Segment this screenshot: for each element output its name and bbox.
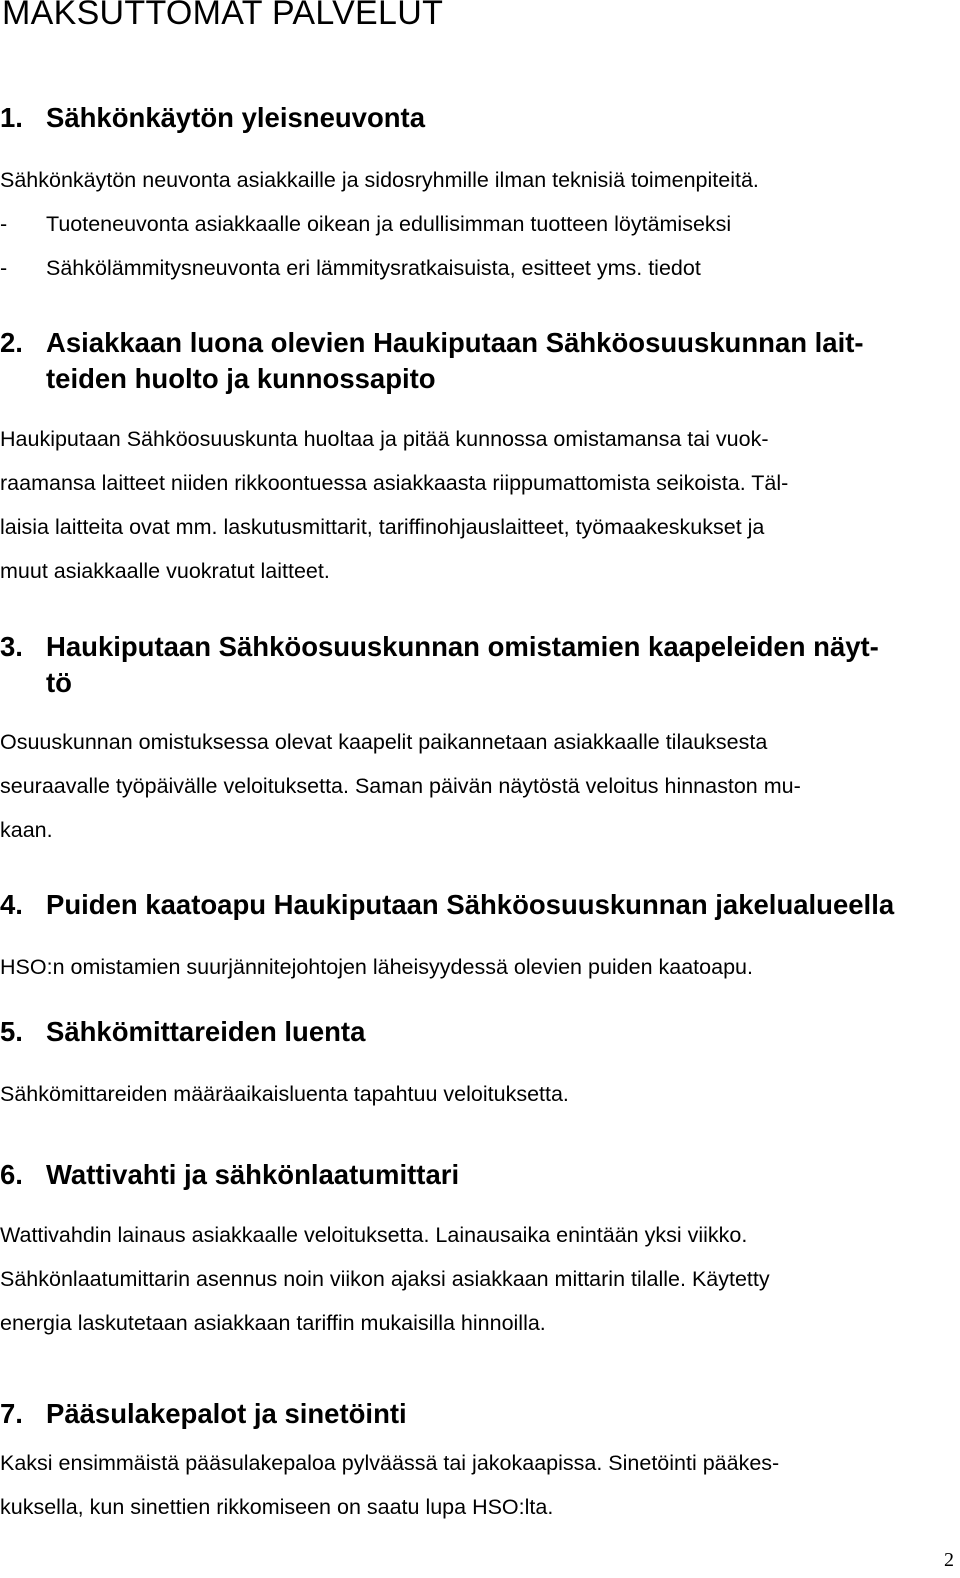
section-4-heading (0, 887, 894, 923)
section-7-body (0, 1441, 925, 1529)
section-2-body (0, 417, 925, 593)
section-7-line-1: Kaksi ensimmäistä pääsulakepaloa pylväässä tai jakokaapissa. Sinetöinti pääkes- (0, 1451, 780, 1475)
section-5-number: 5. (0, 1016, 23, 1047)
bullet-text: Tuoteneuvonta asiakkaalle oikean ja edullisimman tuotteen löytämiseksi (46, 212, 732, 236)
section-6-heading (0, 1157, 459, 1193)
section-1-heading (0, 100, 425, 136)
section-5-body (0, 1072, 925, 1116)
section-2-heading (0, 325, 864, 397)
section-6-line-1: Wattivahdin lainaus asiakkaalle veloituksetta. Lainausaika enintään yksi viikko. (0, 1223, 748, 1247)
section-2-line-2: raamansa laitteet niiden rikkoontuessa asiakkaasta riippumattomista seikoista. Täl- (0, 471, 789, 495)
section-2-line-1: Haukiputaan Sähköosuuskunta huoltaa ja pitää kunnossa omistamansa tai vuok- (0, 427, 769, 451)
section-3-body (0, 720, 925, 852)
bullet-marker: - (0, 256, 8, 280)
section-2-line-3: laisia laitteita ovat mm. laskutusmittarit, tariffinohjauslaitteet, työmaakeskukset ja (0, 515, 765, 539)
section-1-body (0, 158, 925, 290)
section-5-heading (0, 1014, 365, 1050)
page-number: 2 (944, 1549, 954, 1571)
section-6-line-3: energia laskutetaan asiakkaan tariffin mukaisilla hinnoilla. (0, 1311, 546, 1335)
section-4-line-1: HSO:n omistamien suurjännitejohtojen läheisyydessä olevien puiden kaatoapu. (0, 955, 753, 979)
section-2-line-4: muut asiakkaalle vuokratut laitteet. (0, 559, 330, 583)
section-1-number: 1. (0, 102, 23, 133)
section-2-number: 2. (0, 327, 23, 358)
section-3-line-2: seuraavalle työpäivälle veloituksetta. Saman päivän näytöstä veloitus hinnaston mu- (0, 774, 801, 798)
section-1-title: Sähkönkäytön yleisneuvonta (46, 102, 425, 133)
section-6-title: Wattivahti ja sähkönlaatumittari (46, 1159, 460, 1190)
section-2-title-line-2: teiden huolto ja kunnossapito (46, 363, 436, 394)
section-5-line-1: Sähkömittareiden määräaikaisluenta tapahtuu veloituksetta. (0, 1082, 569, 1106)
section-3-number: 3. (0, 631, 23, 662)
bullet-marker: - (0, 212, 8, 236)
section-3-heading (0, 629, 879, 701)
section-4-body (0, 945, 925, 989)
section-7-number: 7. (0, 1398, 23, 1429)
section-6-number: 6. (0, 1159, 23, 1190)
section-3-line-1: Osuuskunnan omistuksessa olevat kaapelit paikannetaan asiakkaalle tilauksesta (0, 730, 768, 754)
section-3-title-line-1: Haukiputaan Sähköosuuskunnan omistamien kaapeleiden näyt- (46, 631, 879, 662)
page-title: MAKSUTTOMAT PALVELUT (2, 0, 444, 32)
section-4-number: 4. (0, 889, 23, 920)
section-2-title-line-1: Asiakkaan luona olevien Haukiputaan Sähköosuuskunnan lait- (46, 327, 864, 358)
bullet-item (0, 202, 925, 246)
section-3-title-line-2: tö (46, 667, 72, 698)
section-5-title: Sähkömittareiden luenta (46, 1016, 366, 1047)
section-3-line-3: kaan. (0, 818, 53, 842)
bullet-item (0, 246, 925, 290)
section-7-heading (0, 1396, 407, 1432)
section-6-body (0, 1213, 925, 1345)
bullet-text: Sähkölämmitysneuvonta eri lämmitysratkaisuista, esitteet yms. tiedot (46, 256, 701, 280)
section-7-line-2: kuksella, kun sinettien rikkomiseen on saatu lupa HSO:lta. (0, 1495, 554, 1519)
section-6-line-2: Sähkönlaatumittarin asennus noin viikon ajaksi asiakkaan mittarin tilalle. Käytetty (0, 1267, 770, 1291)
section-1-line-1: Sähkönkäytön neuvonta asiakkaille ja sidosryhmille ilman teknisiä toimenpiteitä. (0, 168, 759, 192)
section-7-title: Pääsulakepalot ja sinetöinti (46, 1398, 407, 1429)
section-4-title: Puiden kaatoapu Haukiputaan Sähköosuuskunnan jakelualueella (46, 889, 895, 920)
